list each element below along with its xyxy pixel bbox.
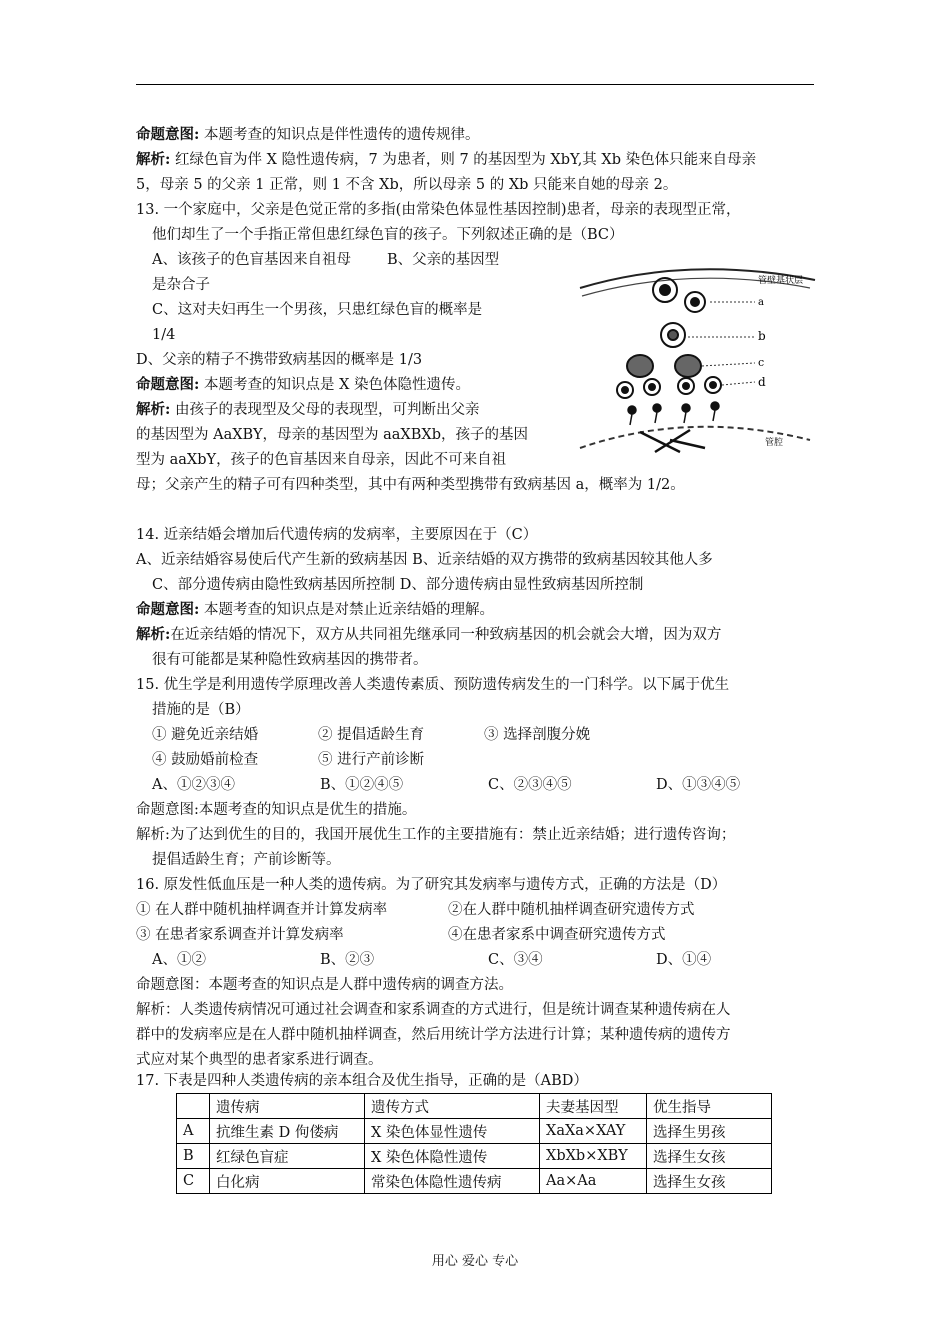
- table-cell: 选择生男孩: [647, 1119, 772, 1144]
- q13-option-b-cont: 是杂合子: [152, 277, 210, 293]
- table-cell: 选择生女孩: [647, 1144, 772, 1169]
- q13-options-ab: A、该孩子的色盲基因来自祖母 B、父亲的基因型: [152, 252, 500, 268]
- table-cell: 选择生女孩: [647, 1169, 772, 1194]
- q13-analysis-2: 的基因型为 AaXBY，母亲的基因型为 aaXBXb，孩子的基因: [136, 427, 529, 443]
- q12-intent: 命题意图: 本题考查的知识点是伴性遗传的遗传规律。: [136, 126, 480, 143]
- q14-options-ab: A、近亲结婚容易使后代产生新的致病基因 B、近亲结婚的双方携带的致病基因较其他人多: [136, 552, 713, 568]
- table-cell: B: [177, 1144, 210, 1169]
- table-header-cell: [177, 1094, 210, 1119]
- q13-stem-1: 13. 一个家庭中，父亲是色觉正常的多指(由常染色体显性基因控制)患者，母亲的表现型正常，: [136, 202, 741, 218]
- q13-option-d: D、父亲的精子不携带致病基因的概率是 1/3: [136, 352, 423, 368]
- q15-analysis-2: 提倡适龄生育；产前诊断等。: [152, 852, 341, 868]
- q13-option-c: C、这对夫妇再生一个男孩，只患红绿色盲的概率是: [152, 302, 483, 318]
- q16-intent: 命题意图：本题考查的知识点是人群中遗传病的调查方法。: [136, 977, 513, 993]
- q16-items-row2: ③ 在患者家系调查并计算发病率 ④在患者家系中调查研究遗传方式: [136, 927, 666, 943]
- q16-options: A、①② B、②③ C、③④ D、①④: [152, 952, 712, 968]
- table-header-cell: 遗传病: [210, 1094, 365, 1119]
- table-cell: A: [177, 1119, 210, 1144]
- q15-stem-2: 措施的是（B）: [152, 702, 250, 718]
- q14-analysis-1: 解析:在近亲结婚的情况下，双方从共同祖先继承同一种致病基因的机会就会大增，因为双方: [136, 626, 722, 643]
- figure-label-d: d: [758, 375, 766, 389]
- q14-analysis-2: 很有可能都是某种隐性致病基因的携带者。: [152, 652, 428, 668]
- q17-table: [176, 1093, 772, 1194]
- figure-label-c: c: [758, 356, 765, 369]
- q13-analysis-4: 母；父亲产生的精子可有四种类型，其中有两种类型携带有致病基因 a，概率为 1/2。: [136, 477, 685, 493]
- q16-analysis-2: 群中的发病率应是在人群中随机抽样调查，然后用统计学方法进行计算；某种遗传病的遗传方: [136, 1027, 731, 1043]
- q15-items-row2: ④ 鼓励婚前检查 ⑤ 进行产前诊断: [152, 752, 425, 768]
- figure-label-b: b: [758, 329, 766, 343]
- q15-items-row1: ① 避免近亲结婚 ② 提倡适龄生育 ③ 选择剖腹分娩: [152, 727, 591, 743]
- table-cell: 红绿色盲症: [210, 1144, 365, 1169]
- q15-intent: 命题意图:本题考查的知识点是优生的措施。: [136, 802, 417, 818]
- q14-intent: 命题意图: 本题考查的知识点是对禁止近亲结婚的理解。: [136, 601, 494, 618]
- q12-analysis-1: 解析: 红绿色盲为伴 X 隐性遗传病，7 为患者，则 7 的基因型为 XbY,其 Xb 染色体只能来自母亲: [136, 151, 757, 168]
- table-cell: XbXb×XBY: [540, 1144, 647, 1169]
- q16-stem: 16. 原发性低血压是一种人类的遗传病。为了研究其发病率与遗传方式，正确的方法是（D）: [136, 877, 727, 893]
- q15-stem-1: 15. 优生学是利用遗传学原理改善人类遗传素质、预防遗传病发生的一门科学。以下属于优生: [136, 677, 730, 693]
- q16-items-row1: ① 在人群中随机抽样调查并计算发病率 ②在人群中随机抽样调查研究遗传方式: [136, 902, 695, 918]
- header-rule: [136, 84, 814, 85]
- q16-analysis-3: 式应对某个典型的患者家系进行调查。: [136, 1052, 383, 1068]
- q15-options: A、①②③④ B、①②④⑤ C、②③④⑤ D、①③④⑤: [152, 777, 741, 793]
- table-header-cell: 夫妻基因型: [540, 1094, 647, 1119]
- figure-label-bottom: 管腔: [765, 438, 784, 448]
- table-row: [177, 1144, 772, 1169]
- table-header-cell: 遗传方式: [365, 1094, 540, 1119]
- table-header-row: [177, 1094, 772, 1119]
- table-cell: Aa×Aa: [540, 1169, 647, 1194]
- table-cell: C: [177, 1169, 210, 1194]
- page-footer: 用心 爱心 专心: [431, 1254, 519, 1269]
- q13-option-c-cont: 1/4: [152, 327, 176, 343]
- figure-label-top: 管壁基状层: [758, 276, 804, 286]
- figure-label-a: a: [758, 297, 764, 308]
- table-row: [177, 1169, 772, 1194]
- q15-analysis-1: 解析:为了达到优生的目的，我国开展优生工作的主要措施有：禁止近亲结婚；进行遗传咨询；: [136, 827, 736, 843]
- table-cell: XaXa×XAY: [540, 1119, 647, 1144]
- q12-analysis-2: 5，母亲 5 的父亲 1 正常，则 1 不含 Xb，所以母亲 5 的 Xb 只能来自她的母亲 2。: [136, 177, 678, 193]
- table-cell: X 染色体隐性遗传: [365, 1144, 540, 1169]
- q13-intent: 命题意图: 本题考查的知识点是 X 染色体隐性遗传。: [136, 376, 471, 393]
- q14-stem: 14. 近亲结婚会增加后代遗传病的发病率，主要原因在于（C）: [136, 527, 538, 543]
- q16-analysis-1: 解析：人类遗传病情况可通过社会调查和家系调查的方式进行，但是统计调查某种遗传病在人: [136, 1002, 731, 1018]
- q13-analysis-3: 型为 aaXbY，孩子的色盲基因来自母亲，因此不可来自祖: [136, 452, 507, 468]
- q14-options-cd: C、部分遗传病由隐性致病基因所控制 D、部分遗传病由显性致病基因所控制: [152, 577, 644, 593]
- table-header-cell: 优生指导: [647, 1094, 772, 1119]
- q17-stem: 17. 下表是四种人类遗传病的亲本组合及优生指导，正确的是（ABD）: [136, 1073, 588, 1089]
- q13-stem-2: 他们却生了一个手指正常但患红绿色盲的孩子。下列叙述正确的是（BC）: [152, 227, 624, 243]
- table-cell: X 染色体显性遗传: [365, 1119, 540, 1144]
- tubule-figure: [570, 260, 820, 460]
- table-cell: 常染色体隐性遗传病: [365, 1169, 540, 1194]
- q13-analysis-1: 解析: 由孩子的表现型及父母的表现型，可判断出父亲: [136, 401, 480, 418]
- table-cell: 白化病: [210, 1169, 365, 1194]
- table-cell: 抗维生素 D 佝偻病: [210, 1119, 365, 1144]
- table-row: [177, 1119, 772, 1144]
